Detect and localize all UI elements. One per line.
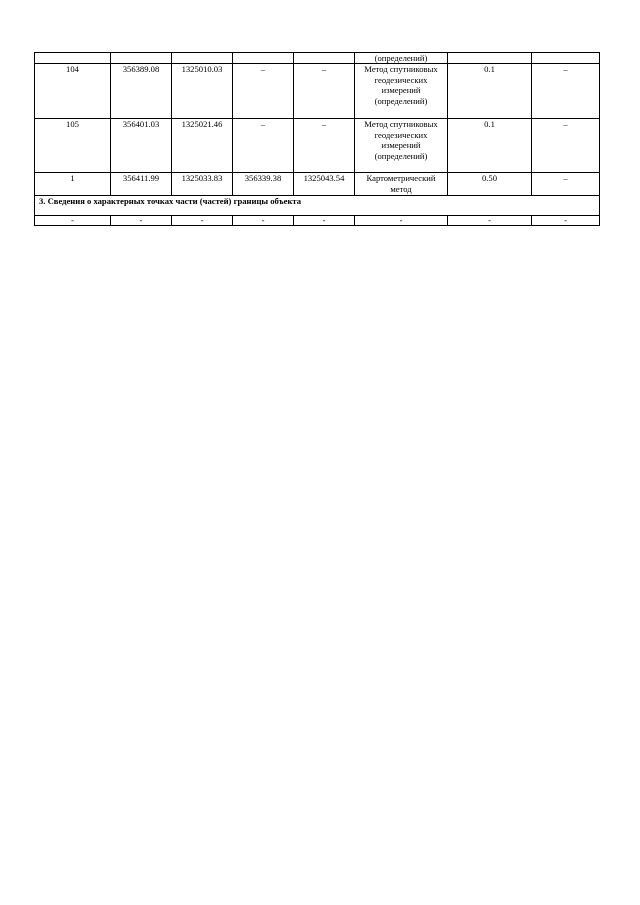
y-coordinate-cell: 1325010.03 [172,64,233,119]
empty-cell: - [233,216,294,226]
x-coordinate-cell: 356389.08 [111,64,172,119]
point-number-cell: 104 [35,64,111,119]
y-old-cell: – [294,119,355,173]
point-number-cell: 1 [35,173,111,196]
table-row [35,119,600,173]
y-coordinate-cell: 1325021.46 [172,119,233,173]
section-title: 3. Сведения о характерных точках части (частей) границы объекта [35,196,600,216]
table-row-continuation [35,53,600,64]
empty-cell: - [355,216,448,226]
method-cell: (определений) [355,53,448,64]
x-coordinate-cell: 356401.03 [111,119,172,173]
section-header-row [35,196,600,216]
empty-cell: - [172,216,233,226]
table-row [35,64,600,119]
method-cell: Метод спутниковых геодезических измерений (определений) [355,119,448,173]
x-old-cell: 356339.38 [233,173,294,196]
note-cell: – [532,119,600,173]
x-coordinate-cell: 356411.99 [111,173,172,196]
point-number-cell: 105 [35,119,111,173]
table-row [35,173,600,196]
empty-cell: - [448,216,532,226]
empty-cell: - [294,216,355,226]
empty-cell: - [35,216,111,226]
method-cell: Метод спутниковых геодезических измерений (определений) [355,64,448,119]
accuracy-cell: 0.1 [448,64,532,119]
note-cell: – [532,64,600,119]
x-old-cell: – [233,64,294,119]
empty-cell: - [532,216,600,226]
method-cell: Картометрический метод [355,173,448,196]
x-old-cell: – [233,119,294,173]
y-coordinate-cell: 1325033.83 [172,173,233,196]
accuracy-cell: 0.1 [448,119,532,173]
boundary-points-table [34,52,600,226]
table-row-empty [35,216,600,226]
y-old-cell: 1325043.54 [294,173,355,196]
empty-cell: - [111,216,172,226]
accuracy-cell: 0.50 [448,173,532,196]
y-old-cell: – [294,64,355,119]
note-cell: – [532,173,600,196]
